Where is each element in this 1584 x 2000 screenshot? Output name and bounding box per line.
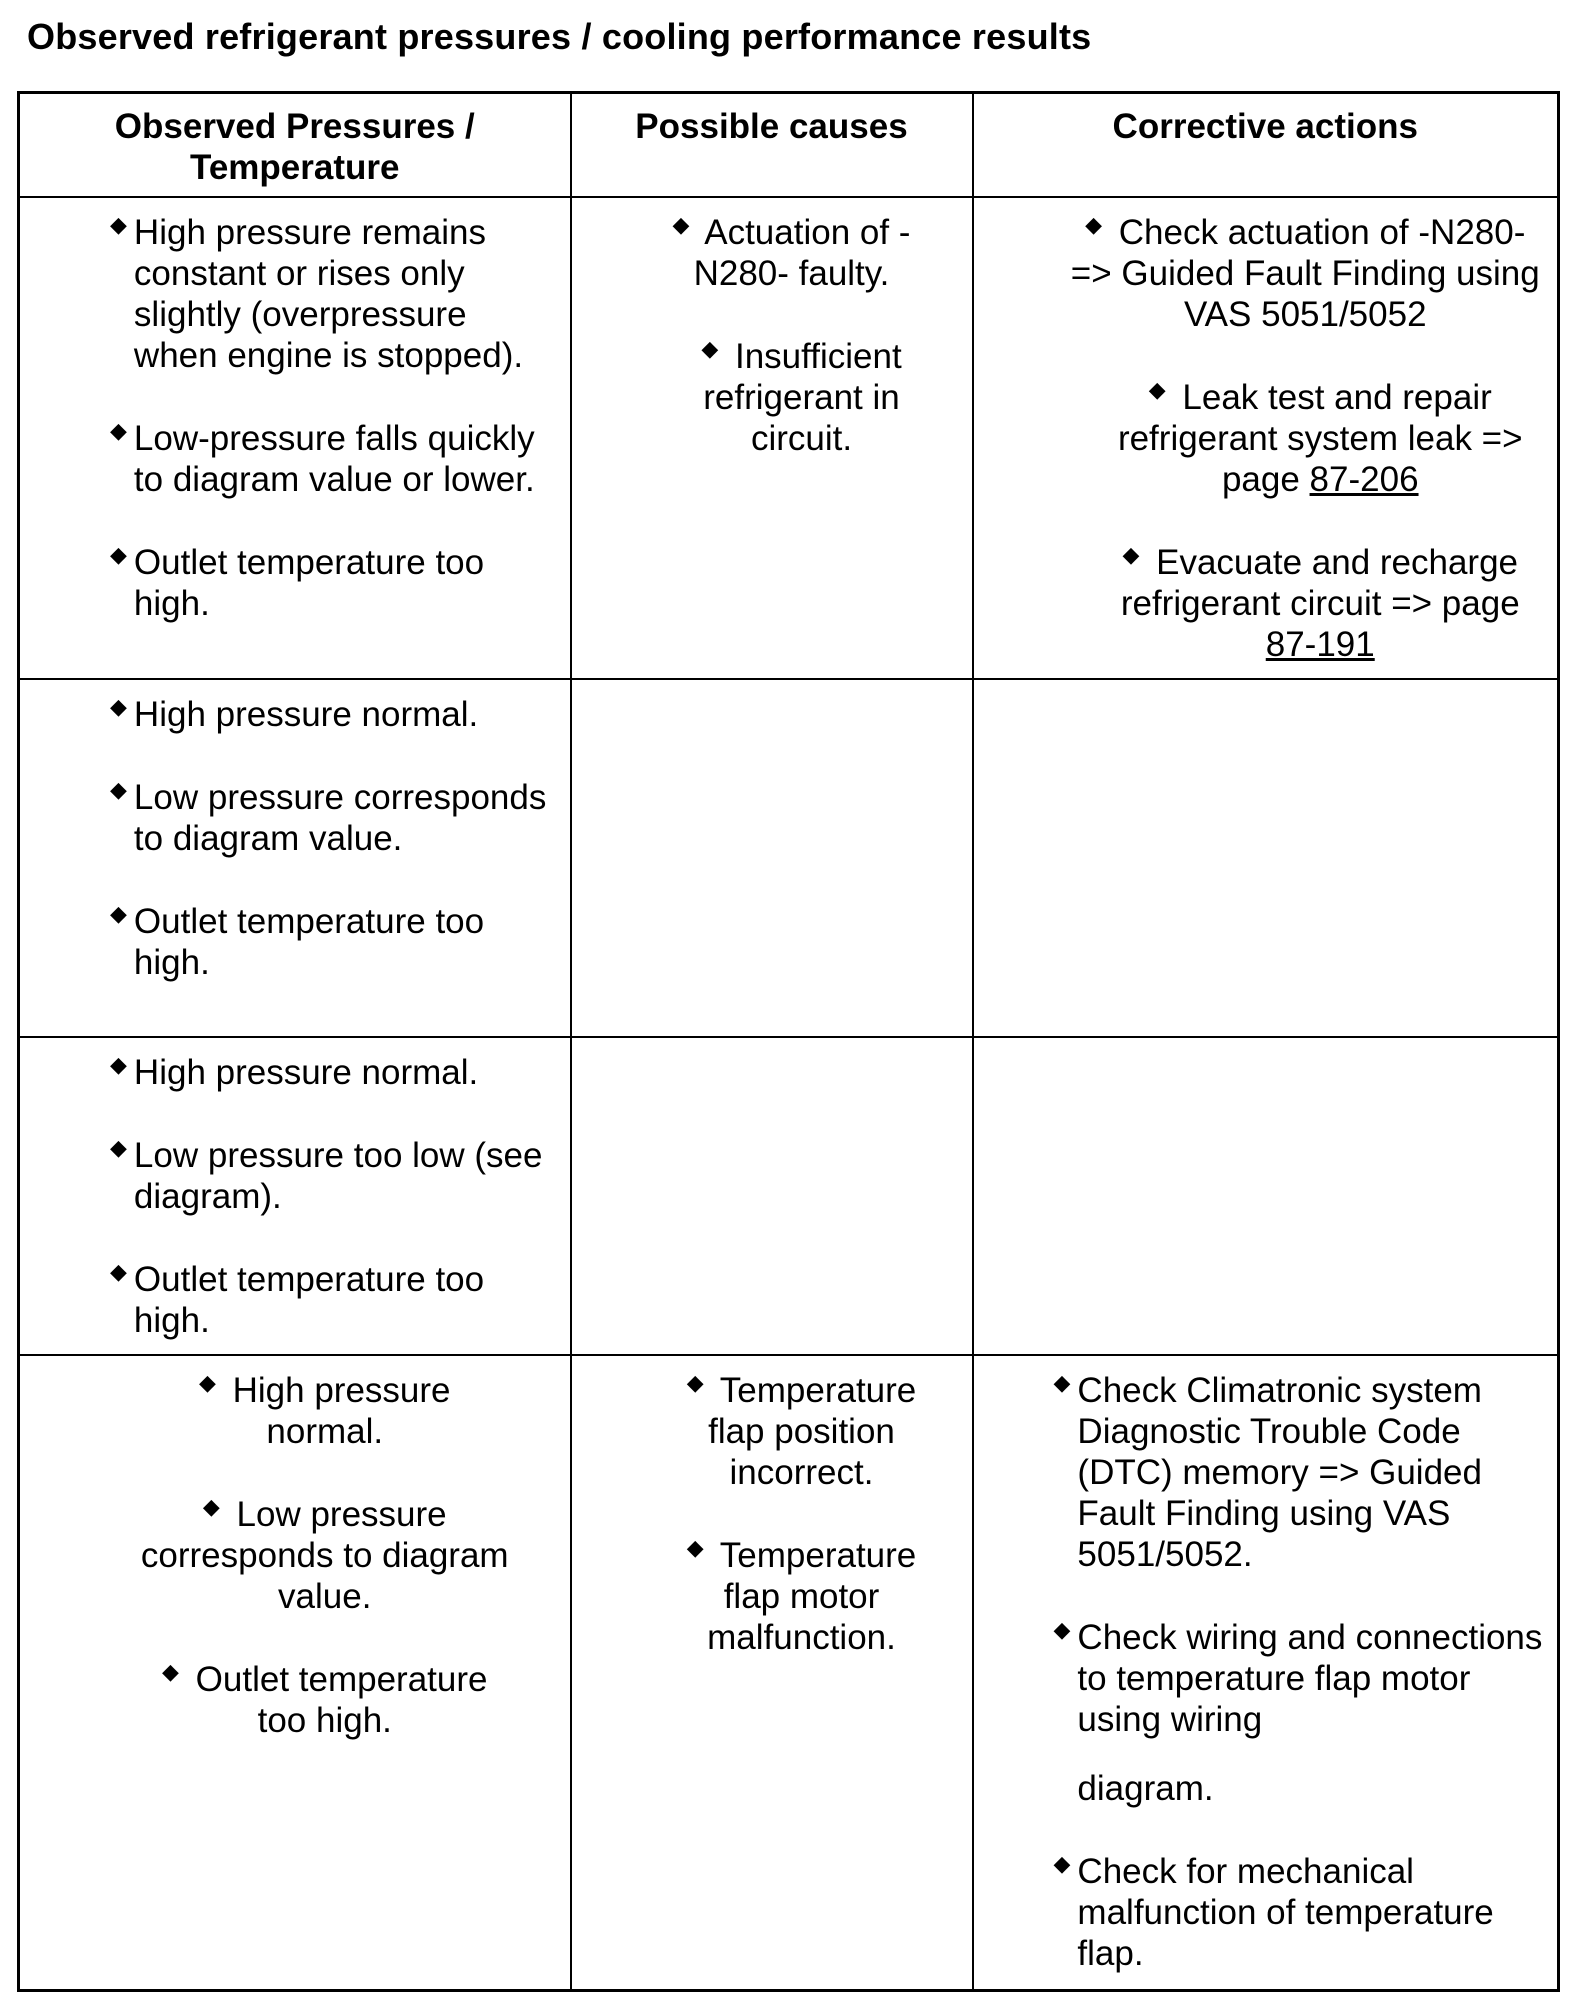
bullet-icon: ◆ <box>110 776 127 802</box>
observed-text: Outlet temperature too high. <box>133 542 485 623</box>
observed-cell <box>19 1037 571 1355</box>
bullet-icon: ◆ <box>1122 541 1140 567</box>
column-header-observed <box>19 93 571 197</box>
action-text: Leak test and repair refrigerant system leak => page <box>1117 377 1523 499</box>
causes-cell <box>571 1355 973 1991</box>
bullet-icon: ◆ <box>686 1534 704 1560</box>
list-item <box>974 542 1558 665</box>
cause-text: Temperature flap position incorrect. <box>708 1370 917 1492</box>
table-row <box>19 197 1559 679</box>
bullet-icon: ◆ <box>198 1369 216 1395</box>
table-row <box>19 679 1559 1037</box>
observed-text: Low pressure corresponds to diagram value. <box>140 1494 509 1616</box>
column-header-label: Possible causes <box>635 107 908 146</box>
list-item <box>20 1052 570 1093</box>
list-item <box>20 212 570 376</box>
list-item <box>1054 1617 1546 1809</box>
action-text: Check Climatronic system Diagnostic Trouble Code (DTC) memory => Guided Fault Finding using VAS 5051/5052. <box>1077 1370 1482 1574</box>
page-link[interactable]: 87-191 <box>1265 624 1375 664</box>
causes-cell <box>571 1037 973 1355</box>
bullet-icon: ◆ <box>110 1258 127 1284</box>
action-text: Check wiring and connections to temperature flap motor using wiring <box>1077 1617 1543 1739</box>
observed-cell <box>19 1355 571 1991</box>
list-item <box>1054 1370 1546 1575</box>
bullet-icon: ◆ <box>110 900 127 926</box>
bullet-icon: ◆ <box>110 541 127 567</box>
actions-cell <box>973 197 1559 679</box>
causes-cell <box>571 197 973 679</box>
list-item <box>20 694 570 735</box>
list-item <box>20 901 570 983</box>
troubleshooting-table <box>17 91 1560 1992</box>
table-row <box>19 1355 1559 1991</box>
column-header-label: Observed Pressures / Temperature <box>114 107 475 187</box>
observed-text: Outlet temperature too high. <box>133 901 485 982</box>
list-item <box>20 542 570 624</box>
action-text-wrap <box>1077 1617 1545 1809</box>
list-item <box>20 1494 570 1617</box>
table-row <box>19 1037 1559 1355</box>
observed-cell <box>19 679 571 1037</box>
observed-text: Low-pressure falls quickly to diagram value or lower. <box>133 418 535 499</box>
list-item <box>572 1535 972 1658</box>
actions-cell <box>973 1355 1559 1991</box>
list-item <box>572 336 972 459</box>
column-header-actions <box>973 93 1559 197</box>
bullet-icon: ◆ <box>110 1134 127 1160</box>
bullet-icon: ◆ <box>110 417 127 443</box>
action-text-continued: diagram. <box>1077 1768 1214 1808</box>
column-header-causes <box>571 93 973 197</box>
cause-text: Temperature flap motor malfunction. <box>707 1535 917 1657</box>
list-item <box>20 1659 570 1741</box>
list-item <box>572 1370 972 1493</box>
bullet-icon: ◆ <box>202 1493 220 1519</box>
observed-text: Outlet temperature too high. <box>133 1259 485 1340</box>
bullet-icon: ◆ <box>686 1369 704 1395</box>
list-item <box>20 1370 570 1452</box>
action-text: Evacuate and recharge refrigerant circuit => page <box>1120 542 1520 623</box>
list-item <box>974 212 1558 335</box>
bullet-icon: ◆ <box>110 211 127 237</box>
list-item <box>20 777 570 859</box>
bullet-icon: ◆ <box>1053 1369 1071 1395</box>
bullet-icon: ◆ <box>110 1051 127 1077</box>
observed-cell <box>19 197 571 679</box>
page-link[interactable]: 87-206 <box>1309 459 1419 499</box>
bullet-icon: ◆ <box>110 693 127 719</box>
bullet-icon: ◆ <box>1053 1616 1071 1642</box>
bullet-icon: ◆ <box>162 1658 179 1684</box>
table-header-row <box>19 93 1559 197</box>
list-item <box>572 212 972 294</box>
bullet-icon: ◆ <box>1053 1850 1071 1876</box>
action-text: Check actuation of -N280- => Guided Fault Finding using VAS 5051/5052 <box>1070 212 1540 334</box>
page-title: Observed refrigerant pressures / cooling performance results <box>27 16 1092 57</box>
observed-text: Low pressure corresponds to diagram value. <box>133 777 547 858</box>
bullet-icon: ◆ <box>672 211 690 237</box>
observed-text: High pressure normal. <box>133 694 479 734</box>
causes-cell <box>571 679 973 1037</box>
observed-text: High pressure remains constant or rises only slightly (overpressure when engine is stopped). <box>133 212 524 375</box>
cause-text: Insufficient refrigerant in circuit. <box>703 336 902 458</box>
actions-cell <box>973 1037 1559 1355</box>
action-text: Check for mechanical malfunction of temperature flap. <box>1077 1851 1494 1973</box>
bullet-icon: ◆ <box>1148 376 1166 402</box>
list-item <box>1054 1851 1546 1974</box>
list-item <box>974 377 1558 500</box>
observed-text: Outlet temperature too high. <box>195 1659 488 1740</box>
column-header-label: Corrective actions <box>1112 107 1418 146</box>
cause-text: Actuation of -N280- faulty. <box>693 212 911 293</box>
list-item <box>20 1259 570 1341</box>
actions-cell <box>973 679 1559 1037</box>
observed-text: Low pressure too low (see diagram). <box>133 1135 543 1216</box>
observed-text: High pressure normal. <box>133 1052 479 1092</box>
list-item <box>20 418 570 500</box>
observed-text: High pressure normal. <box>232 1370 451 1451</box>
list-item <box>20 1135 570 1217</box>
bullet-icon: ◆ <box>1085 211 1103 237</box>
bullet-icon: ◆ <box>701 335 719 361</box>
